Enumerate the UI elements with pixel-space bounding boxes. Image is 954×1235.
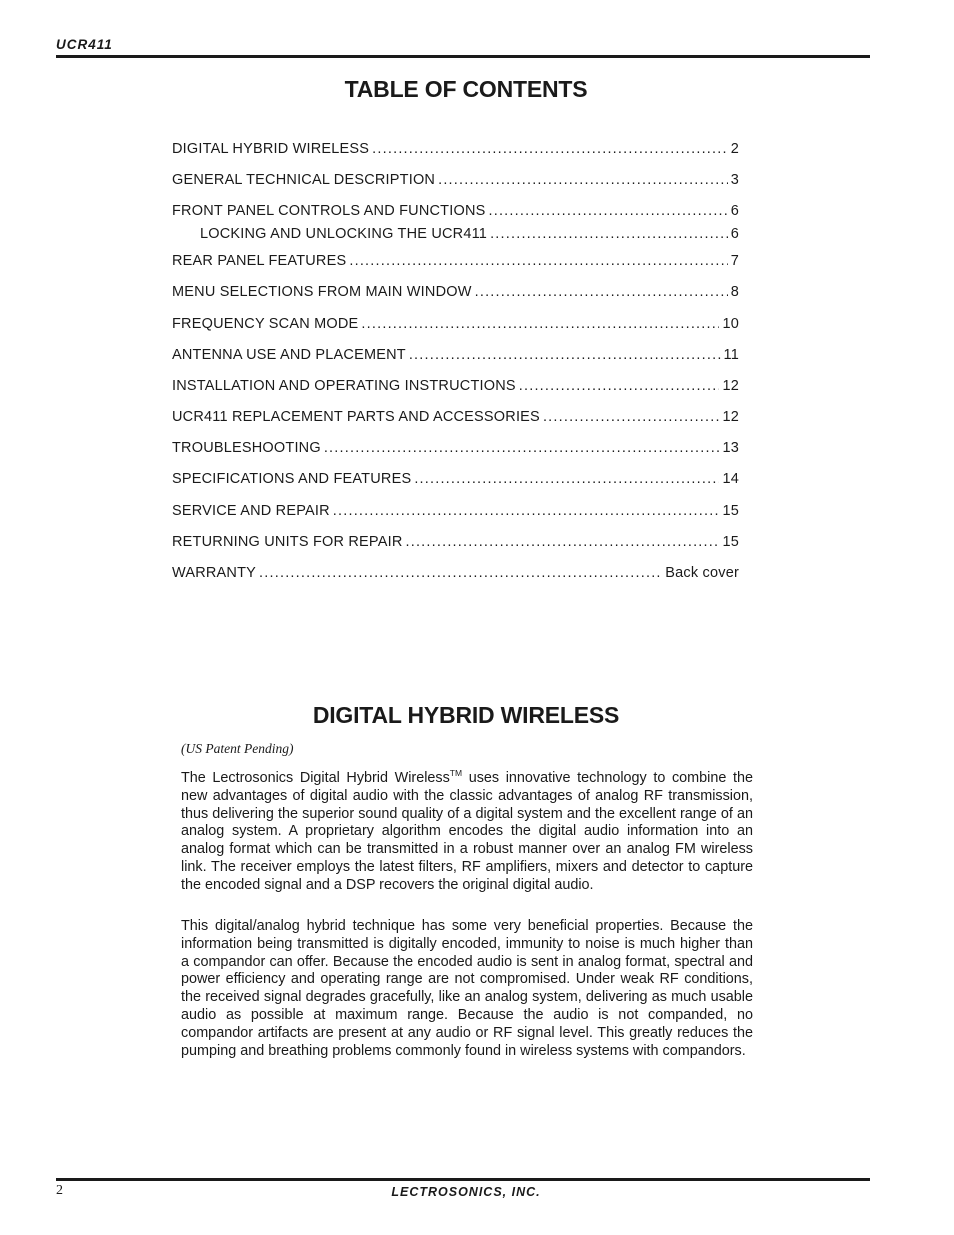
dot-leader <box>406 534 720 550</box>
toc-entry[interactable] <box>172 534 739 554</box>
toc-entry-title: DIGITAL HYBRID WIRELESS <box>172 141 370 157</box>
toc-entry[interactable] <box>172 316 739 336</box>
toc-entry[interactable] <box>172 284 739 304</box>
toc-entry-title: UCR411 REPLACEMENT PARTS AND ACCESSORIES <box>172 409 540 425</box>
toc-entry[interactable] <box>172 253 739 273</box>
toc-entry-page: 15 <box>722 534 739 550</box>
toc-entry-title: INSTALLATION AND OPERATING INSTRUCTIONS <box>172 378 516 394</box>
dot-leader <box>488 203 727 219</box>
body-paragraph: This digital/analog hybrid technique has some very beneficial properties. Because the information being transmitted is digitally encoded, immunity to noise is much higher than a compandor can offer. Because the encoded audio is sent in analog format, spectral and power efficiency and operating range are not compromised. Under weak RF conditions, the received signal degrades gracefully, like an analog system, delivering as much usable audio as possible at maximum range. Because the audio is not companded, no compandor artifacts are present at any audio or RF signal level. This greatly reduces the pumping and breathing problems commonly found in wireless systems with compandors. <box>181 918 753 1059</box>
dot-leader <box>324 440 720 456</box>
toc-entry-title: MENU SELECTIONS FROM MAIN WINDOW <box>172 284 472 300</box>
toc-entry-title: RETURNING UNITS FOR REPAIR <box>172 534 403 550</box>
toc-entry[interactable] <box>172 172 739 192</box>
dot-leader <box>333 503 720 519</box>
dot-leader <box>543 409 720 425</box>
toc-entry-page: 12 <box>722 409 739 425</box>
body-paragraph <box>181 765 753 895</box>
patent-note: (US Patent Pending) <box>181 741 294 756</box>
section-title: DIGITAL HYBRID WIRELESS <box>312 702 620 728</box>
toc-entry-page: 6 <box>730 203 739 219</box>
toc-entry-title: SPECIFICATIONS AND FEATURES <box>172 471 412 487</box>
toc-entry[interactable] <box>172 141 739 161</box>
toc-entry[interactable] <box>172 347 739 367</box>
dot-leader <box>438 172 728 188</box>
toc-entry-page: 6 <box>730 226 739 242</box>
dot-leader <box>490 226 728 242</box>
footer-rule <box>56 1178 870 1181</box>
toc-entry-title: FREQUENCY SCAN MODE <box>172 316 359 332</box>
toc-entry-page: 8 <box>730 284 739 300</box>
dot-leader <box>361 316 719 332</box>
toc-subentry[interactable] <box>200 226 739 246</box>
dot-leader <box>259 565 662 581</box>
header-model: UCR411 <box>56 37 113 52</box>
toc-entry-page: 3 <box>730 172 739 188</box>
toc-entry-page: 13 <box>722 440 739 456</box>
toc-entry-page: 12 <box>722 378 739 394</box>
toc-entry-page: 2 <box>730 141 739 157</box>
toc-entry-page: 14 <box>722 471 739 487</box>
toc-entry-page: Back cover <box>665 565 739 581</box>
toc-entry-title: ANTENNA USE AND PLACEMENT <box>172 347 406 363</box>
dot-leader <box>372 141 728 157</box>
toc-entry-page: 15 <box>722 503 739 519</box>
dot-leader <box>519 378 720 394</box>
toc-entry-title: WARRANTY <box>172 565 257 581</box>
toc-entry-title: REAR PANEL FEATURES <box>172 253 347 269</box>
dot-leader <box>349 253 727 269</box>
toc-entry-title: GENERAL TECHNICAL DESCRIPTION <box>172 172 436 188</box>
toc-entry-title: FRONT PANEL CONTROLS AND FUNCTIONS <box>172 203 486 219</box>
toc-entry[interactable] <box>172 503 739 523</box>
trademark-mark: TM <box>449 768 463 778</box>
toc-entry-page: 10 <box>722 316 739 332</box>
toc-entry[interactable] <box>172 409 739 429</box>
toc-entry[interactable] <box>172 440 739 460</box>
paragraph-text: uses innovative technology to combine the new advantages of digital audio with the classic advantages of analog RF transmission, thus delivering the superior sound quality of a digital system and the excellent range of an analog system. A proprietary algorithm encodes the digital audio information into an analog format which can be transmitted in a robust manner over an analog FM wireless link. The receiver employs the latest filters, RF amplifiers, mixers and detector to capture the encoded signal and a DSP recovers the original digital audio. <box>181 770 753 893</box>
toc-entry-page: 7 <box>730 253 739 269</box>
toc-entry[interactable] <box>172 471 739 491</box>
dot-leader <box>409 347 721 363</box>
dot-leader <box>475 284 728 300</box>
toc-entry[interactable] <box>172 565 739 585</box>
footer-company: LECTROSONICS, INC. <box>391 1185 541 1199</box>
toc-entry-title: SERVICE AND REPAIR <box>172 503 330 519</box>
toc-entry-title: LOCKING AND UNLOCKING THE UCR411 <box>200 226 488 242</box>
toc-title: TABLE OF CONTENTS <box>344 76 588 102</box>
header-rule <box>56 55 870 58</box>
toc-entry[interactable] <box>172 203 739 223</box>
toc-entry-title: TROUBLESHOOTING <box>172 440 321 456</box>
toc-entry[interactable] <box>172 378 739 398</box>
paragraph-text: The Lectrosonics Digital Hybrid Wireless <box>181 770 450 786</box>
toc-entry-page: 11 <box>723 347 739 363</box>
dot-leader <box>414 471 719 487</box>
page-number: 2 <box>56 1183 63 1198</box>
